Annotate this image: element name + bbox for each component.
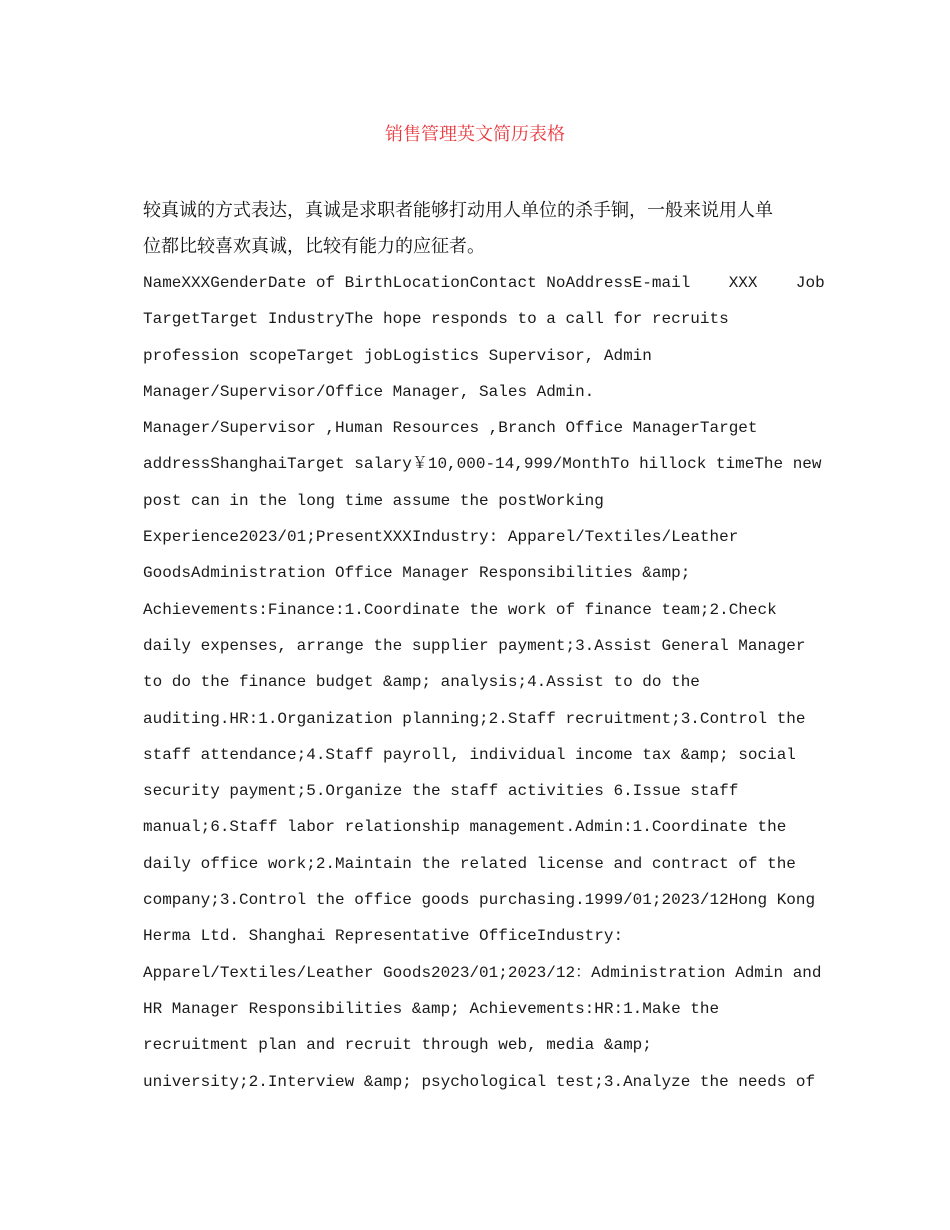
intro-line: 较真诚的方式表达，真诚是求职者能够打动用人单位的杀手锏，一般来说用人单 <box>143 200 773 221</box>
body-line: university;2.Interview &amp; psychological test;3.Analyze the needs of <box>143 1072 816 1091</box>
document-title: 销售管理英文简历表格 <box>385 124 565 145</box>
body-line: HR Manager Responsibilities &amp; Achievements:HR:1.Make the <box>143 999 720 1018</box>
body-line: Achievements:Finance:1.Coordinate the work of finance team;2.Check <box>143 600 777 619</box>
body-line: profession scopeTarget jobLogistics Supervisor, Admin <box>143 346 652 365</box>
body-line: Manager/Supervisor ,Human Resources ,Branch Office ManagerTarget <box>143 419 758 438</box>
body-line: Herma Ltd. Shanghai Representative OfficeIndustry: <box>143 927 624 946</box>
intro-line: 位都比较喜欢真诚，比较有能力的应征者。 <box>143 236 485 257</box>
body-line: staff attendance;4.Staff payroll, individual income tax &amp; social <box>143 745 796 764</box>
body-line: NameXXXGenderDate of BirthLocationContact NoAddressE-mail XXX Job <box>143 274 825 292</box>
body-line: Apparel/Textiles/Leather Goods2023/01;2023/12：Administration Admin and <box>143 963 822 982</box>
body-line: to do the finance budget &amp; analysis;4.Assist to do the <box>143 673 700 692</box>
body-line: auditing.HR:1.Organization planning;2.Staff recruitment;3.Control the <box>143 709 806 728</box>
resume-body <box>143 265 825 1100</box>
body-line: Manager/Supervisor/Office Manager, Sales Admin. <box>143 382 595 401</box>
body-line: daily office work;2.Maintain the related license and contract of the <box>143 854 796 873</box>
intro-paragraph <box>143 193 807 265</box>
body-line: TargetTarget IndustryThe hope responds to a call for recruits <box>143 310 729 329</box>
body-line: GoodsAdministration Office Manager Responsibilities &amp; <box>143 564 691 583</box>
body-line: security payment;5.Organize the staff activities 6.Issue staff <box>143 782 739 801</box>
body-line: recruitment plan and recruit through web, media &amp; <box>143 1036 652 1055</box>
body-line: manual;6.Staff labor relationship management.Admin:1.Coordinate the <box>143 818 787 837</box>
body-line: post can in the long time assume the postWorking <box>143 491 604 510</box>
body-line: addressShanghaiTarget salary￥10,000-14,999/MonthTo hillock timeThe new <box>143 455 822 474</box>
body-line: daily expenses, arrange the supplier payment;3.Assist General Manager <box>143 636 806 655</box>
body-line: Experience2023/01;PresentXXXIndustry: Apparel/Textiles/Leather <box>143 528 739 547</box>
body-line: company;3.Control the office goods purchasing.1999/01;2023/12Hong Kong <box>143 891 816 910</box>
